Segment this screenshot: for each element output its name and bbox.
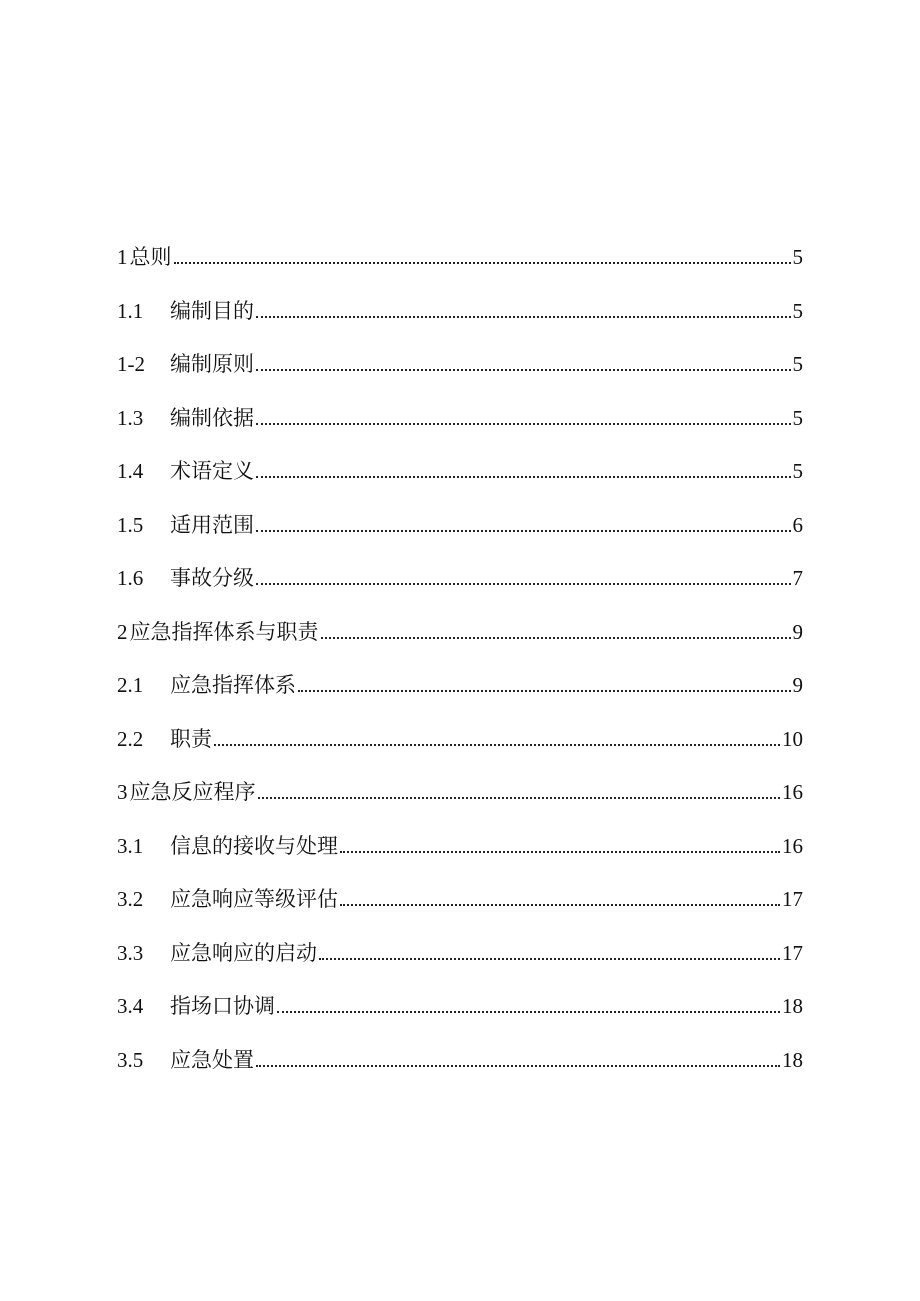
toc-entry[interactable] <box>117 298 803 352</box>
toc-entry-page: 5 <box>792 298 803 323</box>
toc-entry-number: 1.4 <box>117 459 144 483</box>
toc-entry-title: 指场口协调 <box>170 994 275 1018</box>
toc-dot-leader <box>214 732 780 746</box>
toc-entry-title: 总则 <box>129 245 172 269</box>
toc-entry-page: 6 <box>792 512 803 537</box>
toc-entry-title: 事故分级 <box>170 566 254 590</box>
toc-entry[interactable] <box>117 726 803 780</box>
toc-entry-page: 16 <box>782 780 803 804</box>
toc-entry-title: 术语定义 <box>170 459 254 483</box>
toc-entry-number: 2.2 <box>117 726 144 751</box>
toc-entry-title: 信息的接收与处理 <box>170 833 338 858</box>
toc-entry-page: 5 <box>792 245 803 269</box>
toc-entry-title: 应急响应等级评估 <box>170 887 338 911</box>
toc-entry[interactable] <box>117 993 803 1047</box>
toc-entry-title: 适用范围 <box>170 512 254 537</box>
toc-dot-leader <box>258 785 781 799</box>
toc-entry[interactable] <box>117 886 803 940</box>
toc-dot-leader <box>277 999 780 1013</box>
toc-entry-number: 3.2 <box>117 887 144 911</box>
toc-entry-page: 16 <box>782 833 803 858</box>
toc-entry-number: 3.5 <box>117 1047 144 1072</box>
toc-entry-title: 应急响应的启动 <box>170 940 317 965</box>
toc-dot-leader <box>174 250 791 264</box>
toc-entry-page: 5 <box>792 405 803 430</box>
toc-entry-number: 3 <box>117 780 128 804</box>
toc-entry-number: 3.4 <box>117 994 144 1018</box>
toc-entry-number: 2.1 <box>117 673 144 697</box>
toc-entry-page: 17 <box>782 940 803 965</box>
toc-entry-number: 1-2 <box>117 352 145 376</box>
toc-entry-page: 17 <box>782 887 803 911</box>
toc-dot-leader <box>298 678 791 692</box>
toc-dot-leader <box>319 946 780 960</box>
toc-entry-page: 18 <box>782 994 803 1018</box>
toc-entry-title: 应急处置 <box>170 1047 254 1072</box>
toc-entry[interactable] <box>117 512 803 566</box>
toc-dot-leader <box>256 464 791 478</box>
toc-entry[interactable] <box>117 244 803 298</box>
toc-entry-title: 应急指挥体系 <box>170 673 296 697</box>
toc-entry-title: 应急指挥体系与职责 <box>129 619 319 644</box>
toc-entry-number: 3.1 <box>117 833 144 858</box>
toc-entry-number: 1 <box>117 245 128 269</box>
toc-dot-leader <box>256 304 791 318</box>
toc-entry-title: 编制依据 <box>170 405 254 430</box>
toc-entry-number: 1.1 <box>117 298 144 323</box>
toc-entry-page: 7 <box>792 566 803 590</box>
toc-entry[interactable] <box>117 405 803 459</box>
table-of-contents <box>117 244 803 1100</box>
toc-dot-leader <box>256 1053 780 1067</box>
toc-entry-title: 职责 <box>170 726 212 751</box>
toc-entry[interactable] <box>117 458 803 512</box>
toc-entry-number: 3.3 <box>117 940 144 965</box>
toc-dot-leader <box>256 518 791 532</box>
toc-entry[interactable] <box>117 619 803 673</box>
toc-entry-page: 10 <box>782 726 803 751</box>
toc-entry-title: 应急反应程序 <box>129 780 256 804</box>
toc-entry[interactable] <box>117 351 803 405</box>
toc-entry-number: 1.5 <box>117 512 144 537</box>
toc-entry-number: 1.6 <box>117 566 144 590</box>
toc-dot-leader <box>340 892 780 906</box>
toc-entry-page: 9 <box>792 673 803 697</box>
toc-entry[interactable] <box>117 833 803 887</box>
toc-dot-leader <box>256 411 791 425</box>
toc-entry-number: 1.3 <box>117 405 144 430</box>
toc-entry-page: 9 <box>792 619 803 644</box>
toc-entry-number: 2 <box>117 619 128 644</box>
toc-entry[interactable] <box>117 940 803 994</box>
toc-dot-leader <box>256 571 791 585</box>
toc-entry-page: 5 <box>792 459 803 483</box>
toc-entry-title: 编制目的 <box>170 298 254 323</box>
toc-entry[interactable] <box>117 672 803 726</box>
toc-dot-leader <box>340 839 780 853</box>
toc-dot-leader <box>321 625 791 639</box>
toc-entry-title: 编制原则 <box>170 352 254 376</box>
toc-entry[interactable] <box>117 1047 803 1101</box>
toc-entry-page: 18 <box>782 1047 803 1072</box>
toc-entry[interactable] <box>117 565 803 619</box>
toc-entry[interactable] <box>117 779 803 833</box>
toc-dot-leader <box>256 357 791 371</box>
toc-entry-page: 5 <box>792 352 803 376</box>
